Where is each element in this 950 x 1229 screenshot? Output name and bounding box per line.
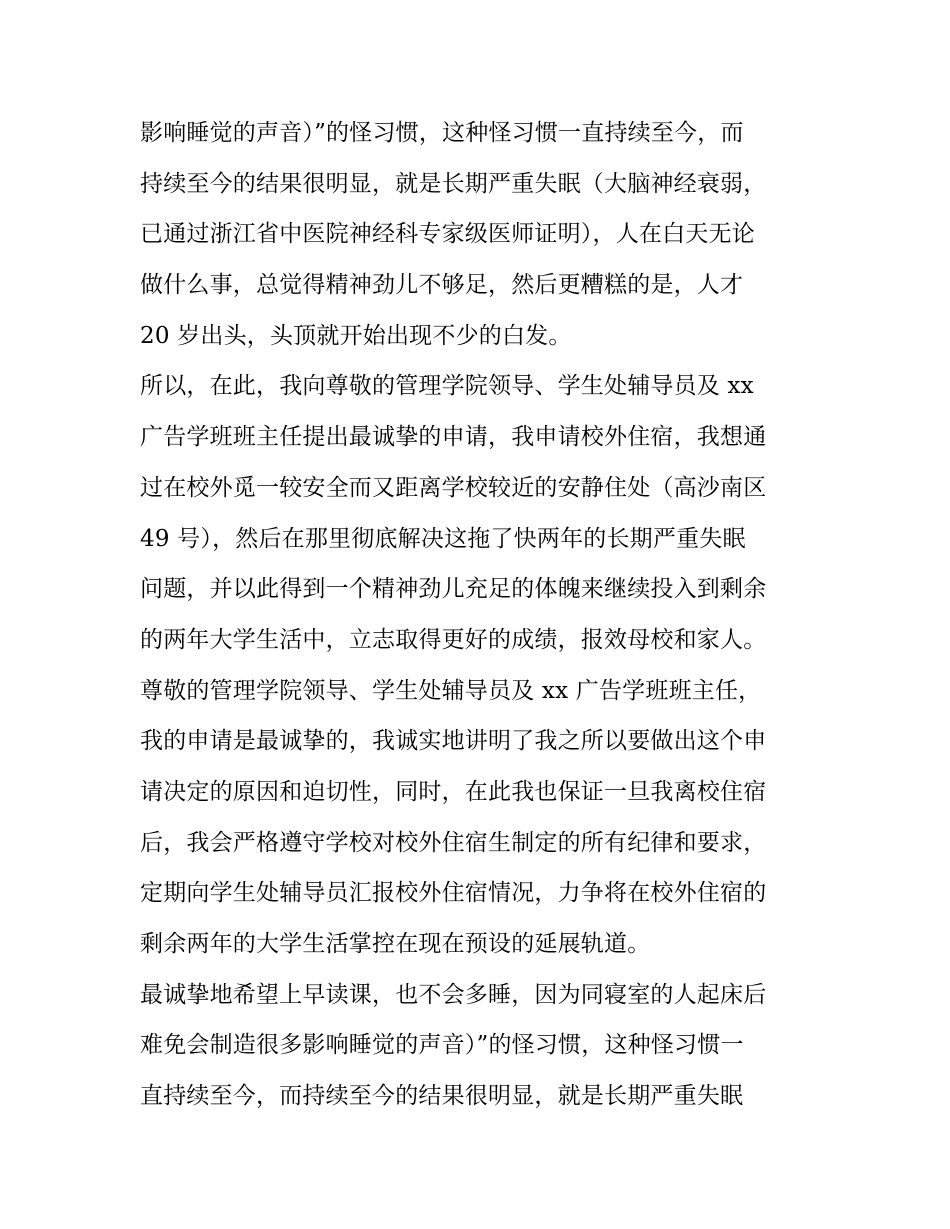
text-line: 过在校外觅一较安全而又距离学校较近的安静住处（高沙南区 bbox=[140, 474, 767, 501]
text-line: 最诚挚地希望上早读课，也不会多睡，因为同寝室的人起床后 bbox=[140, 981, 767, 1008]
text-line: 所以，在此，我向尊敬的管理学院领导、学生处辅导员及 xx bbox=[140, 373, 754, 400]
text-line: 已通过浙江省中医院神经科专家级医师证明），人在白天无论 bbox=[140, 221, 755, 248]
text-line: 的两年大学生活中，立志取得更好的成绩，报效母校和家人。 bbox=[140, 626, 767, 653]
text-line: 难免会制造很多影响睡觉的声音）”的怪习惯，这种怪习惯一 bbox=[140, 1032, 744, 1059]
text-line: 请决定的原因和迫切性，同时，在此我也保证一旦我离校住宿 bbox=[140, 778, 767, 805]
text-line: 做什么事，总觉得精神劲儿不够足，然后更糟糕的是，人才 bbox=[140, 272, 744, 299]
text-line: 后，我会严格遵守学校对校外住宿生制定的所有纪律和要求， bbox=[140, 829, 767, 856]
text-line: 49 号），然后在那里彻底解决这拖了快两年的长期严重失眠 bbox=[140, 525, 746, 552]
text-line: 问题，并以此得到一个精神劲儿充足的体魄来继续投入到剩余 bbox=[140, 576, 767, 603]
text-line: 持续至今的结果很明显，就是长期严重失眠（大脑神经衰弱， bbox=[140, 170, 767, 197]
text-line: 直持续至今，而持续至今的结果很明显，就是长期严重失眠 bbox=[140, 1083, 744, 1110]
text-line: 尊敬的管理学院领导、学生处辅导员及 xx 广告学班班主任， bbox=[140, 677, 762, 704]
text-line: 20 岁出头，头顶就开始出现不少的白发。 bbox=[140, 322, 572, 349]
text-line: 影响睡觉的声音）”的怪习惯，这种怪习惯一直持续至今，而 bbox=[140, 120, 744, 146]
text-line: 我的申请是最诚挚的，我诚实地讲明了我之所以要做出这个申 bbox=[140, 728, 767, 755]
document-body-text bbox=[140, 108, 830, 1122]
text-line: 广告学班班主任提出最诚挚的申请，我申请校外住宿，我想通 bbox=[140, 424, 767, 451]
text-line: 定期向学生处辅导员汇报校外住宿情况，力争将在校外住宿的 bbox=[140, 880, 767, 907]
text-line: 剩余两年的大学生活掌控在现在预设的延展轨道。 bbox=[140, 931, 651, 957]
